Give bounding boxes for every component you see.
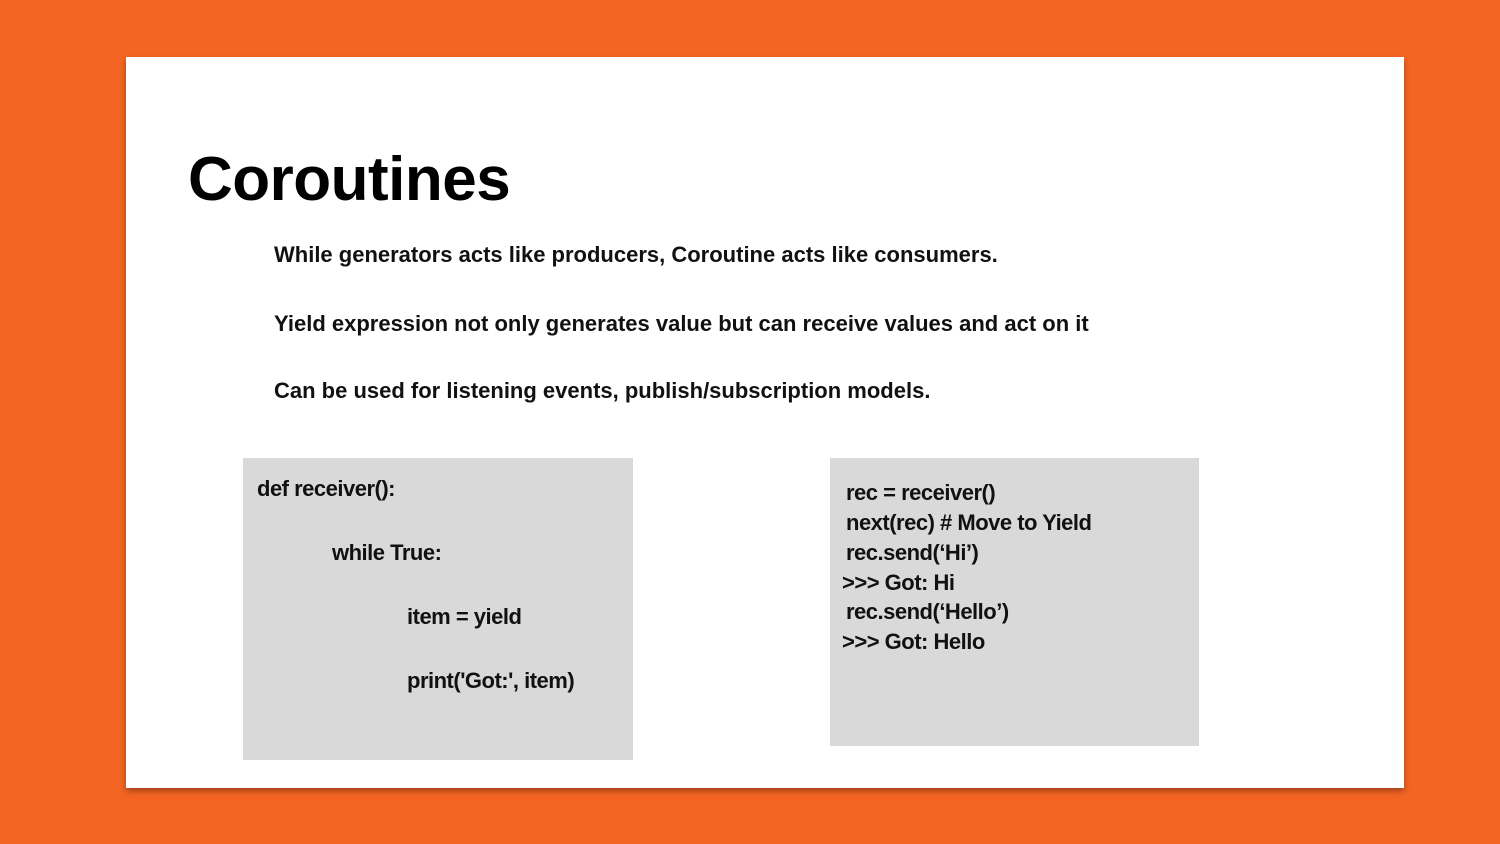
code-line: def receiver(): bbox=[257, 476, 396, 501]
code-line: item = yield bbox=[407, 604, 522, 629]
code-output-line: >>> Got: Hi bbox=[842, 570, 955, 595]
code-line: print('Got:', item) bbox=[407, 668, 575, 693]
code-line: rec = receiver() bbox=[846, 480, 996, 505]
code-line: rec.send(‘Hello’) bbox=[846, 599, 1009, 624]
code-line: while True: bbox=[332, 540, 442, 565]
bullet-text-1: While generators acts like producers, Coroutine acts like consumers. bbox=[274, 242, 998, 267]
code-line: rec.send(‘Hi’) bbox=[846, 540, 979, 565]
bullet-text-3: Can be used for listening events, publish/subscription models. bbox=[274, 378, 931, 403]
slide bbox=[126, 57, 1404, 788]
code-box-usage-example bbox=[830, 458, 1199, 746]
bullet-text-2: Yield expression not only generates value but can receive values and act on it bbox=[274, 311, 1089, 336]
slide-title: Coroutines bbox=[188, 145, 511, 214]
code-output-line: >>> Got: Hello bbox=[842, 629, 985, 654]
code-line: next(rec) # Move to Yield bbox=[846, 510, 1092, 535]
code-box-receiver-definition bbox=[243, 458, 633, 760]
